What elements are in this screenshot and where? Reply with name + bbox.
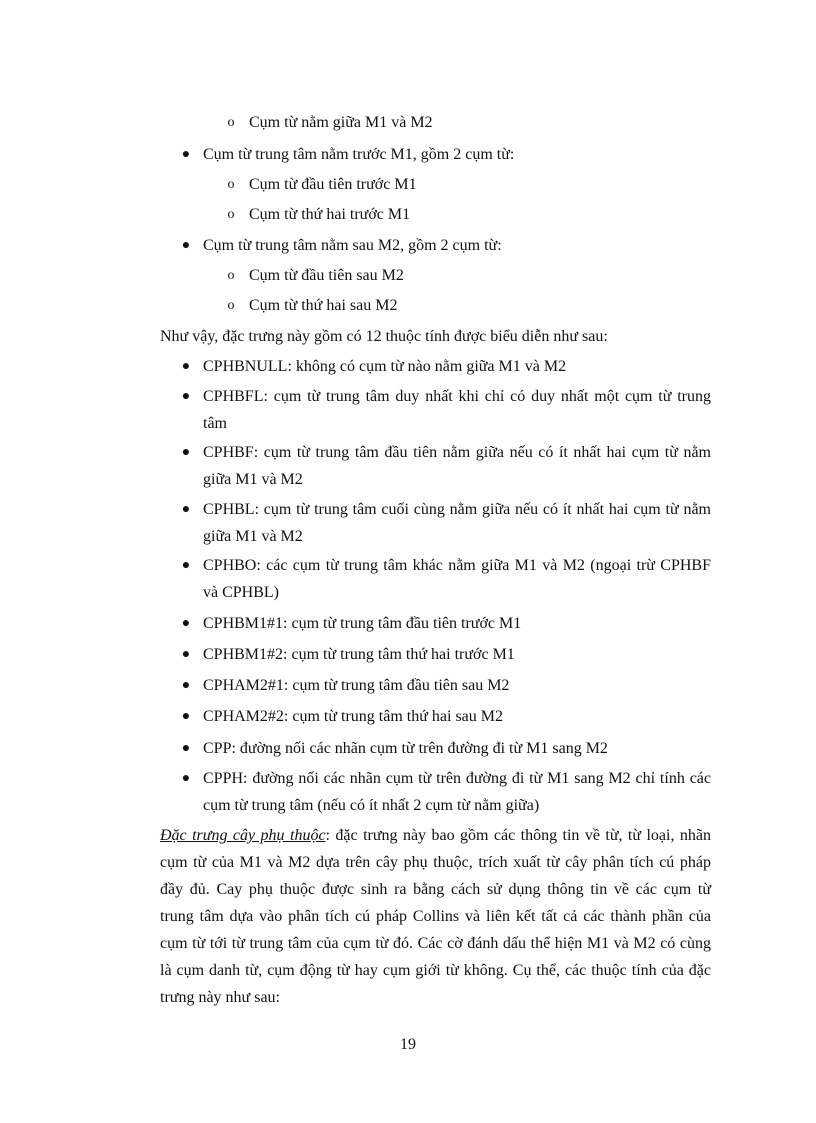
dependency-line-last: trưng này như sau: — [160, 989, 280, 1006]
circle-bullet-icon: o — [227, 115, 235, 130]
feature-item-cphbf-cont: giữa M1 và M2 — [203, 471, 303, 488]
feature-item-cphbo: CPHBO: các cụm từ trung tâm khác nằm giữa M1 và M2 (ngoại trừ CPHBF — [203, 557, 711, 574]
dependency-line: cụm từ của M1 và M2 dựa trên cây phụ thuộc, trích xuất từ cây phân tích cú pháp — [160, 854, 711, 871]
page-number: 19 — [400, 1036, 416, 1053]
feature-item-cphbl-cont: giữa M1 và M2 — [203, 528, 303, 545]
feature-item-cphbf: CPHBF: cụm từ trung tâm đầu tiên nằm giữa nếu có ít nhất hai cụm từ nằm — [203, 444, 711, 461]
disc-bullet-icon: ● — [181, 147, 191, 162]
disc-bullet-icon: ● — [181, 616, 191, 631]
dependency-line: trung tâm dựa vào phân tích cú pháp Collins và liên kết tất cả các thành phần của — [160, 908, 711, 925]
sub-list-item: Cụm từ thứ hai sau M2 — [249, 297, 398, 314]
disc-bullet-icon: ● — [181, 238, 191, 253]
disc-bullet-icon: ● — [181, 647, 191, 662]
feature-item-cpham2-2: CPHAM2#2: cụm từ trung tâm thứ hai sau M2 — [203, 708, 503, 725]
disc-bullet-icon: ● — [181, 558, 191, 573]
feature-item-cpp: CPP: đường nối các nhãn cụm từ trên đường đi từ M1 sang M2 — [203, 740, 608, 757]
feature-item-cphbm1-2: CPHBM1#2: cụm từ trung tâm thứ hai trước M1 — [203, 646, 515, 663]
list-item: Cụm từ trung tâm nằm sau M2, gồm 2 cụm từ: — [203, 237, 502, 254]
sub-list-item: Cụm từ đầu tiên sau M2 — [249, 267, 404, 284]
feature-item-cphbfl-cont: tâm — [203, 415, 227, 432]
feature-item-cphbm1-1: CPHBM1#1: cụm từ trung tâm đầu tiên trước M1 — [203, 615, 522, 632]
list-item: Cụm từ trung tâm nằm trước M1, gồm 2 cụm từ: — [203, 146, 515, 163]
dependency-paragraph-first-line — [160, 826, 711, 846]
intro-paragraph: Như vậy, đặc trưng này gồm có 12 thuộc tính được biểu diễn như sau: — [160, 328, 608, 345]
disc-bullet-icon: ● — [181, 678, 191, 693]
sub-list-item: Cụm từ nằm giữa M1 và M2 — [249, 114, 433, 131]
dependency-term: Đặc trưng cây phụ thuộc — [160, 827, 326, 844]
disc-bullet-icon: ● — [181, 359, 191, 374]
disc-bullet-icon: ● — [181, 389, 191, 404]
feature-item-cphbfl: CPHBFL: cụm từ trung tâm duy nhất khi chỉ có duy nhất một cụm từ trung — [203, 388, 711, 405]
circle-bullet-icon: o — [227, 298, 235, 313]
disc-bullet-icon: ● — [181, 445, 191, 460]
circle-bullet-icon: o — [227, 177, 235, 192]
sub-list-item: Cụm từ thứ hai trước M1 — [249, 206, 411, 223]
feature-item-cpham2-1: CPHAM2#1: cụm từ trung tâm đầu tiên sau M2 — [203, 677, 510, 694]
dependency-line: đầy đủ. Cay phụ thuộc được sinh ra bằng cách sử dụng thông tin về các cụm từ — [160, 881, 711, 898]
dependency-line: là cụm danh từ, cụm động từ hay cụm giới từ không. Cụ thể, các thuộc tính của đặc — [160, 962, 711, 979]
feature-item-cphbnull: CPHBNULL: không có cụm từ nào nằm giữa M1 và M2 — [203, 358, 567, 375]
circle-bullet-icon: o — [227, 268, 235, 283]
feature-item-cpph-cont: cụm từ trung tâm (nếu có ít nhất 2 cụm từ nằm giữa) — [203, 797, 540, 814]
feature-item-cphbl: CPHBL: cụm từ trung tâm cuối cùng nằm giữa nếu có ít nhất hai cụm từ nằm — [203, 501, 711, 518]
dependency-line-text: : đặc trưng này bao gồm các thông tin về từ, từ loại, nhãn — [325, 827, 711, 844]
disc-bullet-icon: ● — [181, 741, 191, 756]
sub-list-item: Cụm từ đầu tiên trước M1 — [249, 176, 417, 193]
feature-item-cphbo-cont: và CPHBL) — [203, 584, 279, 601]
disc-bullet-icon: ● — [181, 771, 191, 786]
circle-bullet-icon: o — [227, 207, 235, 222]
disc-bullet-icon: ● — [181, 502, 191, 517]
dependency-line: cụm từ tới từ trung tâm của cụm từ đó. Các cờ đánh dấu thể hiện M1 và M2 có cùng — [160, 935, 711, 952]
disc-bullet-icon: ● — [181, 709, 191, 724]
feature-item-cpph: CPPH: đường nối các nhãn cụm từ trên đường đi từ M1 sang M2 chỉ tính các — [203, 770, 711, 787]
